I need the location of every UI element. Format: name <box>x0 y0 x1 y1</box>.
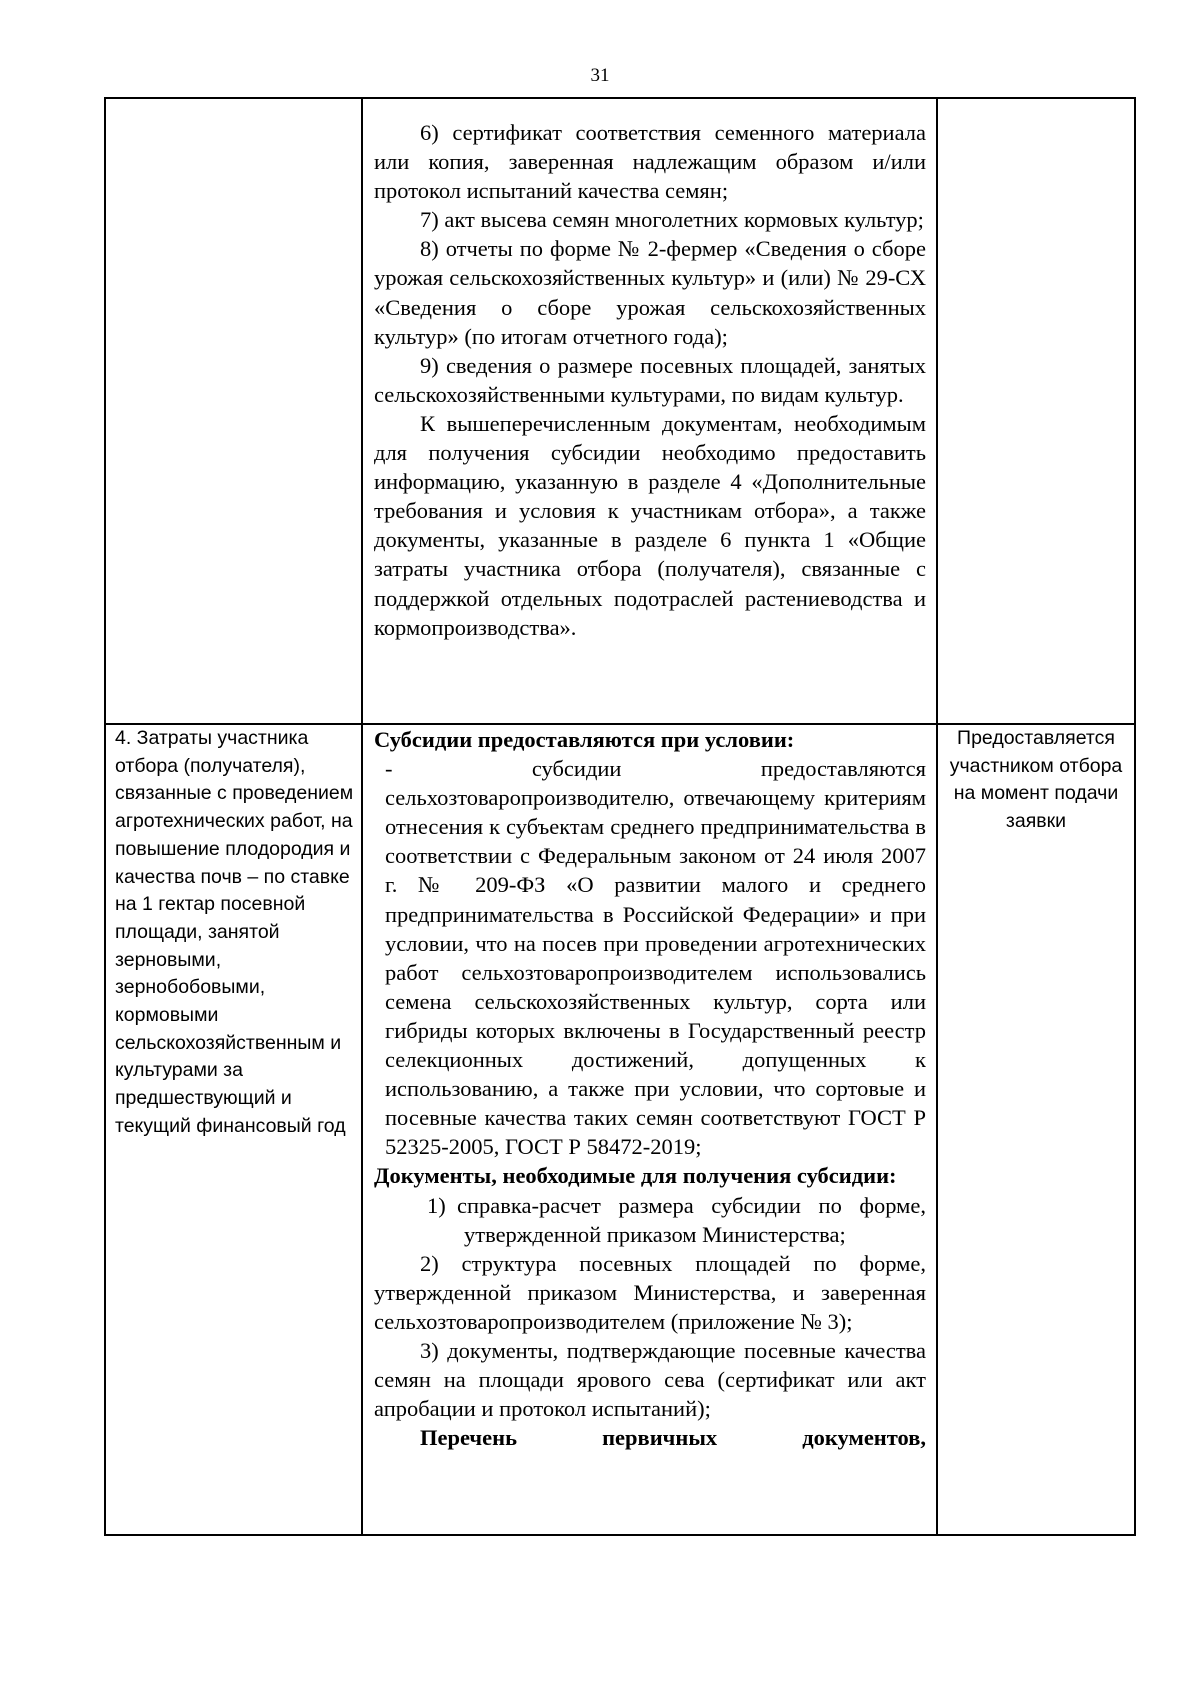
cost-description: 4. Затраты участника отбора (получателя), связанные с проведением агротехнических работ, на повышение плодородия и качества почв – по ставке на 1 гектар посевной площади, занятой зерновыми, зернобобовыми, кормовыми сельскохозяйственным и культурами за предшествующий и текущий финансовый год <box>115 727 354 1137</box>
table-row <box>105 724 1135 1535</box>
left-cell-empty <box>105 98 362 724</box>
item-6: 6) сертификат соответствия семенного материала или копия, заверенная надлежащим образом и/или протокол испытаний качества семян; <box>374 120 926 204</box>
item-9: 9) сведения о размере посевных площадей, занятых сельскохозяйственными культурами, по видам культур. <box>374 352 926 407</box>
document-item-2: 2) структура посевных площадей по форме, утвержденной приказом Министерства, и заверенная сельхозтоваропроизводителем (приложение № 3); <box>374 1250 926 1334</box>
item-7: 7) акт высева семян многолетних кормовых культур; <box>420 207 924 233</box>
right-cell-empty <box>937 98 1135 724</box>
primary-documents-heading: Перечень первичных документов, <box>420 1425 926 1451</box>
document-item-1: 1) справка-расчет размера субсидии по форме, утвержденной приказом Министерства; <box>427 1192 926 1247</box>
document-item-3: 3) документы, подтверждающие посевные качества семян на площади ярового сева (сертификат или акт апробации и протокол испытаний); <box>374 1337 926 1422</box>
middle-cell <box>362 724 937 1535</box>
documents-note: К вышеперечисленным документам, необходимым для получения субсидии необходимо предоставить информацию, указанную в разделе 4 «Дополнительные требования и условия к участникам отбора», а также документы, указанные в разделе 6 пункта 1 «Общие затраты участника отбора (получателя), связанные с поддержкой отдельных подотраслей растениеводства и кормопроизводства». <box>374 410 926 640</box>
middle-cell <box>362 98 937 724</box>
conditions-heading: Субсидии предоставляются при условии: <box>374 727 795 752</box>
documents-heading: Документы, необходимые для получения субсидии: <box>374 1163 897 1189</box>
condition-text: - субсидии предоставляются сельхозтоваропроизводителю, отвечающему критериям отнесения к субъектам среднего предпринимательства в соответствии с Федеральным законом от 24 июля 2007 г. № 209-ФЗ «О развитии малого и среднего предпринимательства в Российской Федерации» и при условии, что на посев при проведении агротехнических работ сельхозтоваропроизводителем использовались семена сельскохозяйственных культур, сорта или гибриды которых включены в Государственный реестр селекционных достижений, допущенных к использованию, а также при условии, что сортовые и посевные качества таких семян соответствуют ГОСТ Р 52325-2005, ГОСТ Р 58472-2019; <box>385 756 926 1160</box>
right-cell <box>937 724 1135 1535</box>
left-cell <box>105 724 362 1535</box>
submission-note: Предоставляется участником отбора на момент подачи заявки <box>949 727 1123 833</box>
subsidy-table <box>104 97 1136 1536</box>
page-number: 31 <box>590 65 610 86</box>
table-row <box>105 98 1135 724</box>
item-8: 8) отчеты по форме № 2-фермер «Сведения о сборе урожая сельскохозяйственных культур» и (или) № 29-СХ «Сведения о сборе урожая сельскохозяйственных культур» (по итогам отчетного года); <box>374 236 926 349</box>
